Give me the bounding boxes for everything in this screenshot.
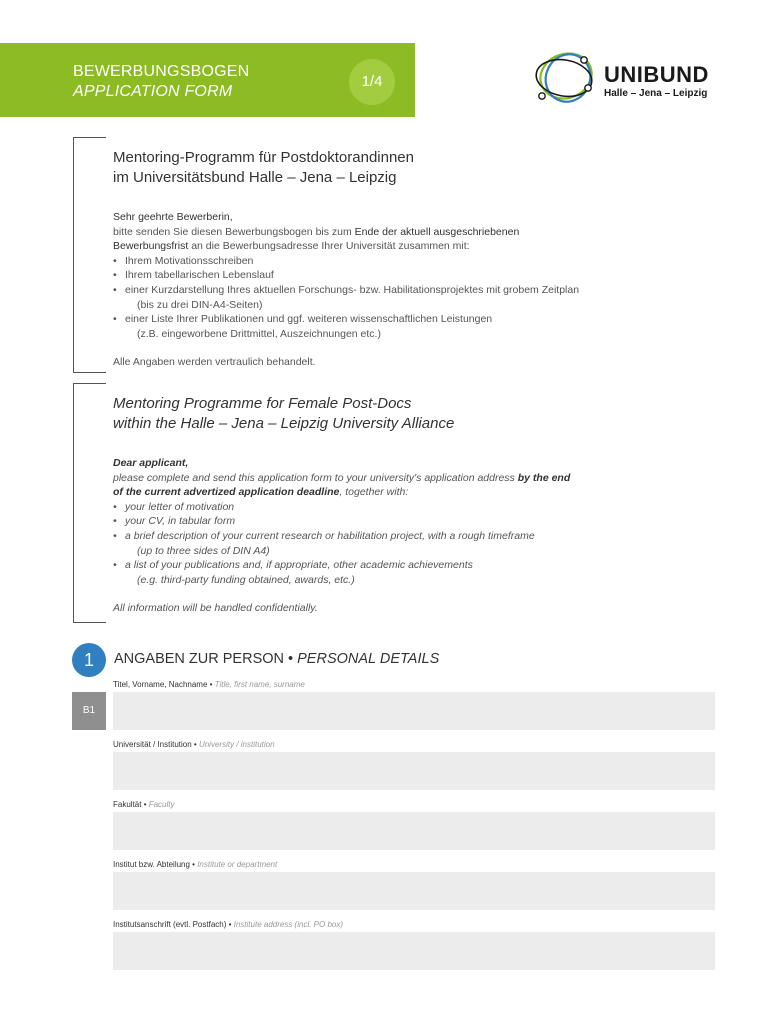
list-item-subtext: (up to three sides of DIN A4) (137, 544, 270, 557)
field-label-name: Titel, Vorname, Nachname • Title, first name, surname (113, 680, 305, 689)
field-label-de: Universität / Institution (113, 740, 192, 749)
german-heading (113, 148, 693, 188)
list-item (113, 514, 693, 529)
list-item-text: a brief description of your current research or habilitation project, with a rough timeframe (125, 529, 535, 542)
english-list (113, 500, 693, 588)
university-field[interactable] (113, 752, 715, 790)
bracket-german (73, 137, 106, 373)
field-label-en: Institute address (incl. PO box) (233, 920, 344, 929)
english-intro-b: by the end (517, 471, 571, 484)
field-label-en: Title, first name, surname (214, 680, 305, 689)
field-label-en: Institute or department (197, 860, 278, 869)
list-item-subtext: (e.g. third-party funding obtained, awards, etc.) (137, 573, 355, 586)
field-label-institute: Institut bzw. Abteilung • Institute or department (113, 860, 278, 869)
name-field[interactable] (113, 692, 715, 730)
english-heading-line1: Mentoring Programme for Female Post-Docs (113, 395, 412, 412)
list-item-text: your CV, in tabular form (125, 515, 236, 528)
list-item-subtext: (z.B. eingeworbene Drittmittel, Auszeichnungen etc.) (137, 327, 381, 340)
section-title (114, 651, 439, 667)
list-item (113, 283, 693, 312)
english-intro-text (113, 471, 693, 500)
list-item (113, 500, 693, 515)
list-item (113, 268, 693, 283)
english-intro-a: please complete and send this application form to your university's application address (113, 471, 518, 484)
german-intro-c: Bewerbungsfrist (113, 240, 189, 253)
list-item-text: einer Kurzdarstellung Ihres aktuellen Forschungs- bzw. Habilitationsprojektes mit grobem Zeitplan (125, 283, 580, 296)
list-item-text: einer Liste Ihrer Publikationen und ggf. weiteren wissenschaftlichen Leistungen (125, 313, 493, 326)
list-item-text: Ihrem Motivationsschreiben (125, 254, 254, 267)
english-salutation: Dear applicant, (113, 457, 189, 469)
list-item-text: a list of your publications and, if appropriate, other academic achievements (125, 559, 473, 572)
institute-address-field[interactable] (113, 932, 715, 970)
section-title-en: PERSONAL DETAILS (297, 651, 440, 667)
field-label-address: Institutsanschrift (evtl. Postfach) • Institute address (incl. PO box) (113, 920, 344, 929)
list-item (113, 254, 693, 269)
field-label-de: Institutsanschrift (evtl. Postfach) (113, 920, 227, 929)
english-heading (113, 394, 693, 434)
list-item (113, 529, 693, 558)
list-item (113, 558, 693, 587)
field-label-de: Fakultät (113, 800, 142, 809)
list-item-text: your letter of motivation (125, 500, 235, 513)
english-intro-d: , together with: (339, 486, 409, 499)
list-item-text: Ihrem tabellarischen Lebenslauf (125, 269, 274, 282)
logo-name: UNIBUND (604, 62, 709, 87)
section-title-separator: • (284, 651, 298, 667)
form-title-en: APPLICATION FORM (73, 83, 233, 100)
page-counter: 1/4 (349, 59, 395, 105)
section-number-badge: 1 (72, 643, 106, 677)
english-intro-c: of the current advertized application deadline (113, 486, 340, 499)
bracket-english (73, 383, 106, 623)
english-confidential-note: All information will be handled confidentially. (113, 602, 318, 615)
field-label-university: Universität / Institution • University / institution (113, 740, 275, 749)
faculty-field[interactable] (113, 812, 715, 850)
german-heading-line2: im Universitätsbund Halle – Jena – Leipzig (113, 169, 397, 186)
list-item-subtext: (bis zu drei DIN-A4-Seiten) (137, 298, 263, 311)
german-heading-line1: Mentoring-Programm für Postdoktorandinnen (113, 149, 414, 166)
form-title (73, 62, 249, 102)
german-confidential-note: Alle Angaben werden vertraulich behandelt. (113, 356, 316, 369)
field-group-tag: B1 (72, 692, 106, 730)
institute-field[interactable] (113, 872, 715, 910)
english-intro (113, 394, 693, 616)
german-intro-a: bitte senden Sie diesen Bewerbungsbogen bis zum (113, 225, 355, 238)
field-label-faculty: Fakultät • Faculty (113, 800, 175, 809)
german-list (113, 254, 693, 342)
section-title-de: ANGABEN ZUR PERSON (114, 651, 284, 667)
field-label-de: Titel, Vorname, Nachname (113, 680, 208, 689)
german-intro-text (113, 225, 693, 254)
logo-subtitle: Halle – Jena – Leipzig (604, 88, 708, 99)
german-intro-b: Ende der aktuell ausgeschriebenen (354, 225, 520, 238)
field-label-en: University / institution (198, 740, 275, 749)
german-intro-d: an die Bewerbungsadresse Ihrer Universität zusammen mit: (188, 240, 470, 253)
german-intro (113, 148, 693, 370)
english-heading-line2: within the Halle – Jena – Leipzig University Alliance (113, 415, 455, 432)
german-salutation: Sehr geehrte Bewerberin, (113, 211, 233, 223)
field-label-de: Institut bzw. Abteilung (113, 860, 190, 869)
field-label-en: Faculty (148, 800, 175, 809)
list-item (113, 312, 693, 341)
form-title-de: BEWERBUNGSBOGEN (73, 63, 250, 80)
